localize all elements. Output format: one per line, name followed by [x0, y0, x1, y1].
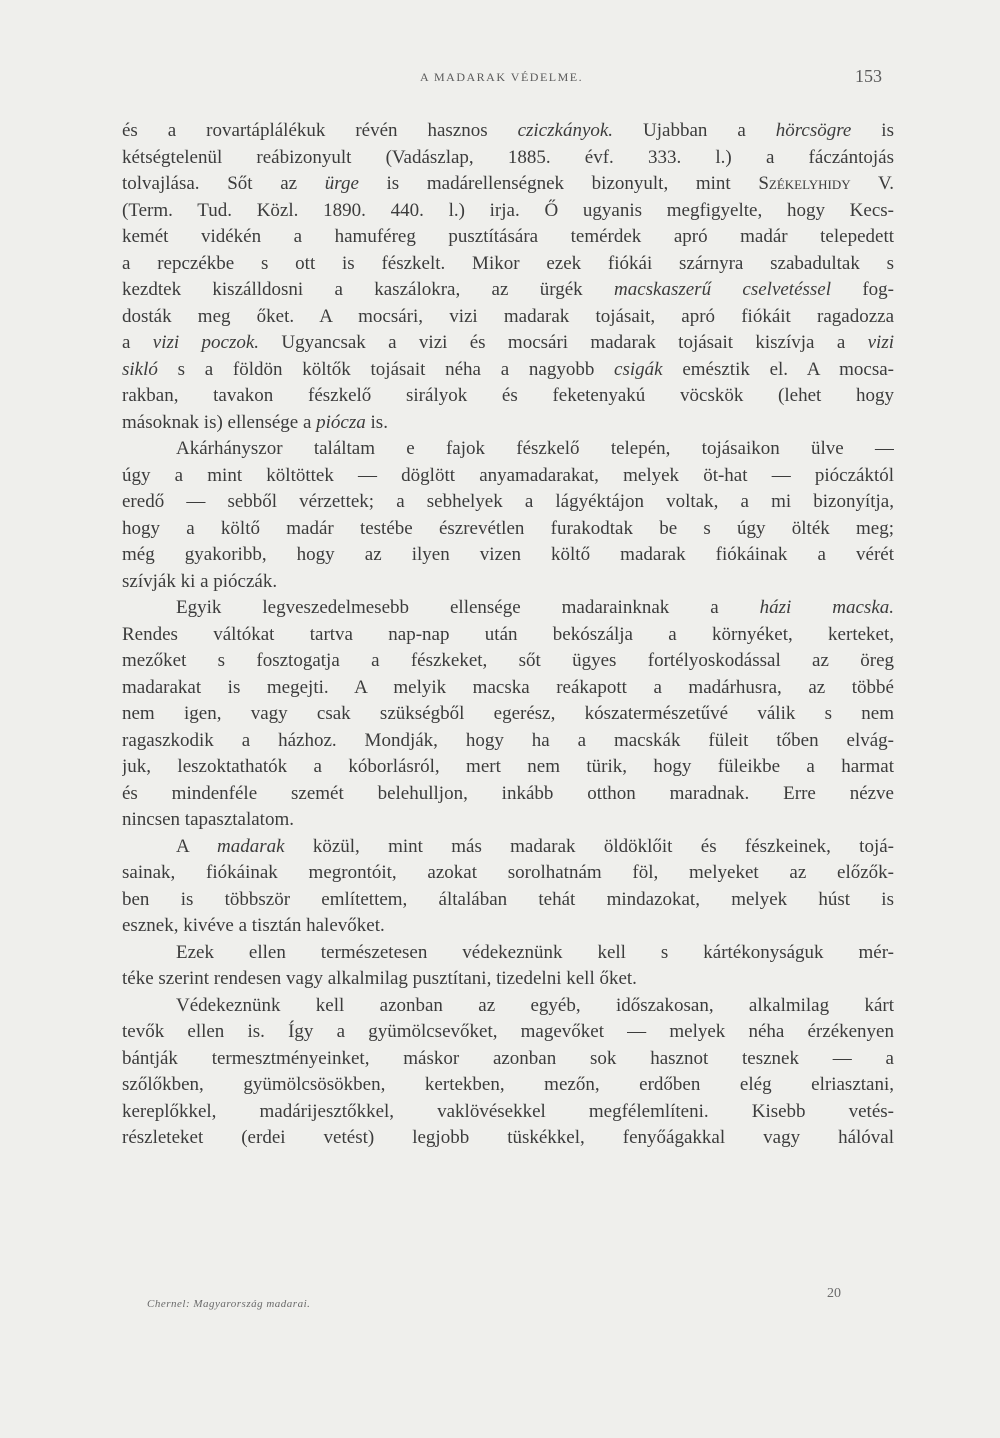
text-line	[122, 887, 894, 914]
text-segment: nincsen tapasztalatom.	[122, 809, 294, 830]
text-line	[122, 383, 894, 410]
text-segment: madarakat is megejti. A melyik macska reákapott a madárhusra, az többé	[122, 676, 894, 698]
running-title: A MADARAK VÉDELME.	[420, 70, 584, 84]
text-segment: mezőket s fosztogatja a fészkeket, sőt ügyes fortélyoskodással az öreg	[122, 650, 894, 671]
text-line	[122, 277, 894, 304]
text-segment: emésztik el. A mocsa-	[662, 358, 894, 380]
text-line	[122, 834, 894, 861]
italic-term: cziczkányok.	[517, 120, 614, 141]
text-segment: Védekeznünk kell azonban az egyéb, időszakosan, alkalmilag kárt	[176, 994, 894, 1016]
text-segment: és mindenféle szemét belehulljon, inkább otthon maradnak. Erre nézve	[122, 782, 894, 804]
text-segment: tolvajlása. Sőt az	[122, 173, 325, 194]
text-segment: hogy a költő madár testébe észrevétlen furakodtak be s úgy ölték meg;	[122, 517, 894, 539]
text-segment: még gyakoribb, hogy az ilyen vizen költő madarak fiókáinak a vérét	[122, 544, 894, 565]
italic-term: vizi	[867, 332, 894, 353]
italic-term: pióczа	[316, 411, 366, 433]
text-line	[122, 251, 894, 278]
text-line	[122, 728, 894, 755]
text-segment: rakban, tavakon fészkelő sirályok és feketenyakú vöcskök (lehet hogy	[122, 385, 894, 406]
page-number: 153	[855, 66, 882, 86]
page-header	[0, 66, 1000, 90]
signature-mark: Chernel: Magyarország madarai.	[147, 1298, 311, 1310]
text-segment: szőlőkben, gyümölcsösökben, kertekben, mezőn, erdőben elég elriasztani,	[122, 1074, 894, 1095]
body-text	[122, 118, 894, 1152]
text-line	[122, 198, 894, 225]
text-line	[122, 966, 894, 993]
text-line	[122, 754, 894, 781]
text-segment: Ezek ellen természetesen védekeznünk kell s kártékonyságuk mér-	[176, 941, 894, 963]
text-segment: Ugyancsak a vizi és mocsári madarak tojásait kiszívja a	[259, 332, 868, 353]
text-segment: is madárellenségnek bizonyult, mint	[358, 173, 759, 194]
text-line	[122, 993, 894, 1020]
italic-term: macskaszerű cselvetéssel	[613, 279, 832, 300]
text-line	[122, 675, 894, 702]
text-segment: ben is többször említettem, általában tehát mindazokat, melyek húst is	[122, 888, 894, 910]
page-footer	[0, 1280, 1000, 1310]
text-line	[122, 171, 894, 198]
sheet-number: 20	[827, 1286, 841, 1301]
italic-term: madarak	[216, 835, 285, 857]
text-line	[122, 224, 894, 251]
text-line	[122, 569, 894, 596]
text-line	[122, 118, 894, 145]
text-line	[122, 330, 894, 357]
text-segment: Rendes váltókat tartva nap-nap után bekószálja a környéket, kerteket,	[122, 623, 894, 645]
text-line	[122, 463, 894, 490]
text-segment: a repczékbe s ott is fészkelt. Mikor ezek fiókái szárnyra szabadultak s	[122, 252, 894, 274]
text-segment: úgy a mint költöttek — döglött anyamadarakat, melyek öt-hat — pióczáktól	[122, 464, 894, 486]
text-segment: nem igen, vagy csak szükségből egerész, kószatermészetűvé válik s nem	[122, 703, 894, 724]
text-line	[122, 860, 894, 887]
italic-term: hörcsögre	[775, 120, 852, 141]
text-line	[122, 1072, 894, 1099]
text-line	[122, 357, 894, 384]
text-segment: szívják ki a pióczák.	[122, 570, 278, 592]
italic-term: vizi poczok.	[152, 332, 260, 353]
text-line	[122, 940, 894, 967]
text-line	[122, 1019, 894, 1046]
text-segment: és a rovartáplálékuk révén hasznos	[122, 120, 518, 141]
italic-term: csigák	[614, 358, 663, 380]
italic-term: ürge	[324, 173, 359, 194]
author-name: Székelyhidy	[758, 173, 851, 194]
text-segment: is	[851, 120, 894, 141]
text-segment: esznek, kivéve a tisztán halevőket.	[122, 915, 385, 936]
text-segment: fog-	[831, 279, 894, 300]
text-line	[122, 410, 894, 437]
text-segment: s a földön költők tojásait néha a nagyobb	[157, 358, 615, 380]
text-segment: kereplőkkel, madárijesztőkkel, vaklövésekkel megfélemlíteni. Kisebb vetés-	[122, 1100, 894, 1122]
text-line	[122, 304, 894, 331]
text-line	[122, 1099, 894, 1126]
text-segment: sainak, fiókáinak megrontóit, azokat sorolhatnám föl, melyeket az előzők-	[122, 862, 894, 883]
text-segment: V.	[850, 173, 894, 194]
text-segment: kétségtelenül reábizonyult (Vadászlap, 1885. évf. 333. l.) a fáczántojás	[122, 146, 894, 168]
text-line	[122, 516, 894, 543]
text-line	[122, 622, 894, 649]
text-line	[122, 1125, 894, 1152]
text-segment: Akárhányszor találtam e fajok fészkelő telepén, tojásaikon ülve —	[176, 438, 894, 459]
text-segment: bántják termesztményeinket, máskor azonban sok hasznot tesznek — a	[122, 1047, 894, 1069]
text-segment: tevők ellen is. Így a gyümölcsevőket, magevőket — melyek néha érzékenyen	[122, 1021, 894, 1042]
text-line	[122, 595, 894, 622]
text-line	[122, 145, 894, 172]
text-line	[122, 807, 894, 834]
text-segment: kemét vidékén a hamuféreg pusztítására temérdek apró madár telepedett	[122, 226, 894, 247]
text-segment: részleteket (erdei vetést) legjobb tüskékkel, fenyőágakkal vagy hálóval	[122, 1127, 894, 1148]
text-segment: eredő — sebből vérzettek; a sebhelyek a lágyéktájon voltak, a mi bizonyítja,	[122, 491, 894, 512]
text-line	[122, 701, 894, 728]
text-segment: közül, mint más madarak öldöklőit és fészkeinek, tojá-	[284, 835, 894, 857]
text-segment: dosták meg őket. A mocsári, vizi madarak tojásait, apró fiókáit ragadozza	[122, 305, 894, 327]
text-segment: Egyik legveszedelmesebb ellensége madarainknak a	[176, 597, 760, 618]
text-segment: is.	[365, 411, 388, 433]
text-segment: juk, leszoktathatók a kóborlásról, mert nem türik, hogy füleikbe a harmat	[122, 756, 894, 777]
text-line	[122, 648, 894, 675]
text-segment: A	[176, 835, 217, 857]
text-segment: kezdtek kiszálldosni a kaszálokra, az ürgék	[122, 279, 614, 300]
text-line	[122, 781, 894, 808]
text-line	[122, 913, 894, 940]
text-segment: másoknak is) ellensége a	[122, 411, 317, 433]
italic-term: házi macska.	[759, 597, 894, 618]
text-segment: Ujabban a	[613, 120, 776, 141]
text-line	[122, 1046, 894, 1073]
text-line	[122, 542, 894, 569]
italic-term: sikló	[122, 358, 158, 380]
text-segment: a	[122, 332, 153, 353]
text-line	[122, 436, 894, 463]
text-segment: téke szerint rendesen vagy alkalmilag pusztítani, tizedelni kell őket.	[122, 968, 637, 989]
text-segment: ragaszkodik a házhoz. Mondják, hogy ha a macskák füleit tőben elvág-	[122, 729, 894, 751]
text-segment: (Term. Tud. Közl. 1890. 440. l.) irja. Ő ugyanis megfigyelte, hogy Kecs-	[122, 199, 894, 221]
text-line	[122, 489, 894, 516]
